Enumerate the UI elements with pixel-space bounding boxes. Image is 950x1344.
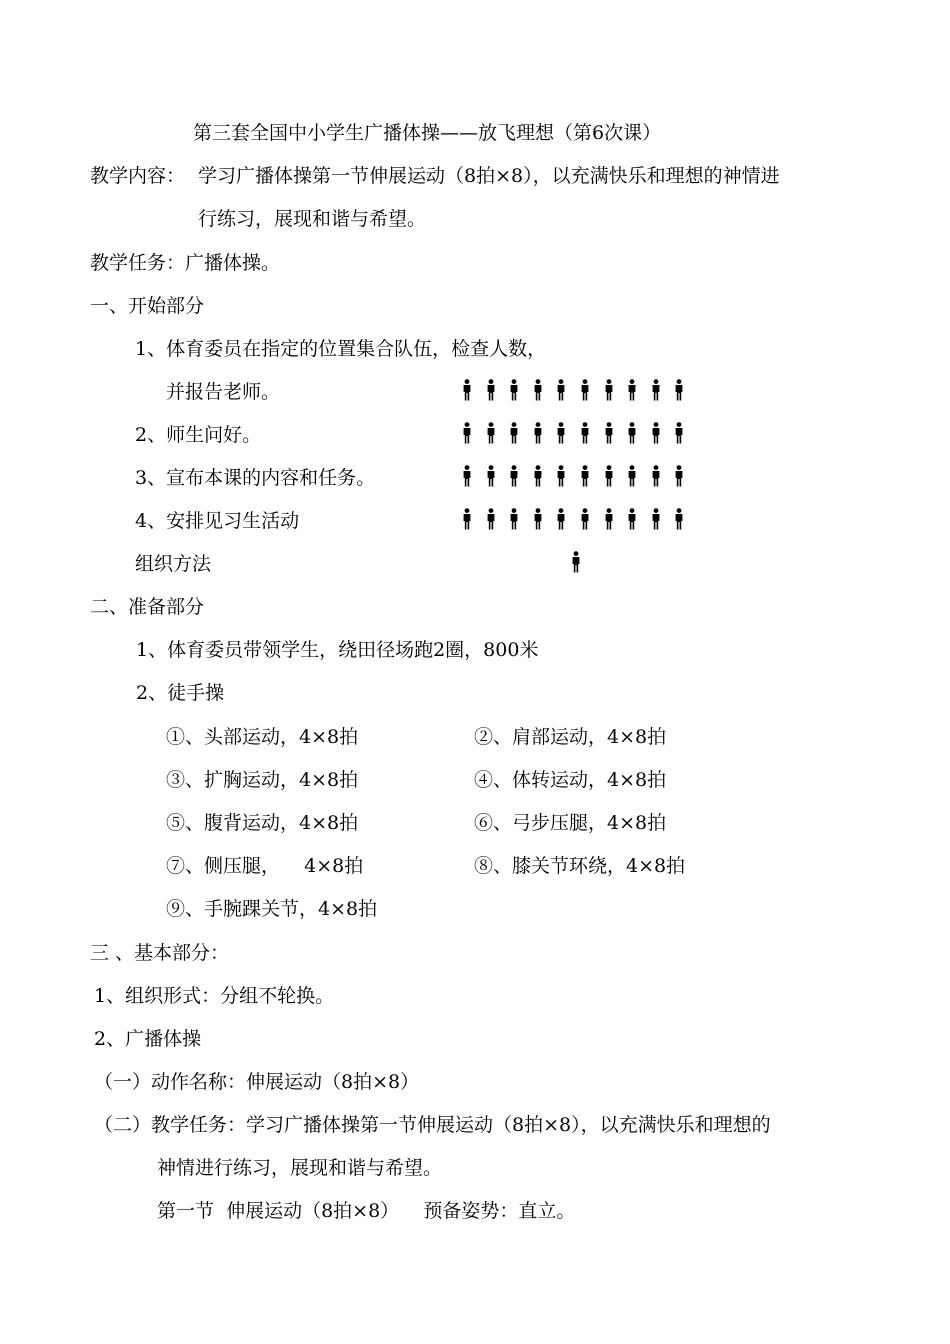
person-icon <box>486 508 496 530</box>
person-icon <box>509 379 519 401</box>
part3-heading: 三 、基本部分： <box>90 942 230 964</box>
person-icon <box>651 465 661 487</box>
person-icon <box>556 379 566 401</box>
exercise-item: ⑨、手腕踝关节，4×8拍 <box>166 898 378 920</box>
part1-item: 3、宣布本课的内容和任务。 <box>135 467 376 489</box>
page-title: 第三套全国中小学生广播体操——放飞理想（第6次课） <box>193 122 662 144</box>
person-icon <box>627 465 637 487</box>
teacher-person-icon <box>571 551 581 573</box>
person-icon <box>674 465 684 487</box>
person-icon <box>604 422 614 444</box>
person-icon <box>651 508 661 530</box>
person-icon <box>627 422 637 444</box>
part3-item: 神情进行练习，展现和谐与希望。 <box>157 1157 443 1179</box>
part3-item: 1、组织形式：分组不轮换。 <box>94 985 335 1007</box>
person-icon <box>556 465 566 487</box>
person-icon <box>580 379 590 401</box>
person-icon <box>556 508 566 530</box>
person-icon <box>533 422 543 444</box>
person-icon <box>580 465 590 487</box>
person-icon <box>604 465 614 487</box>
person-icon <box>462 465 472 487</box>
person-icon <box>627 508 637 530</box>
person-icon <box>486 465 496 487</box>
exercise-item: ②、肩部运动，4×8拍 <box>474 726 667 748</box>
teaching-content-label: 教学内容： <box>90 165 186 187</box>
exercise-item: ①、头部运动，4×8拍 <box>166 726 359 748</box>
person-icon <box>486 422 496 444</box>
part3-item: 2、广播体操 <box>94 1028 202 1050</box>
person-icon <box>533 465 543 487</box>
person-icon <box>651 379 661 401</box>
person-icon <box>580 508 590 530</box>
person-icon <box>509 508 519 530</box>
part1-item: 4、安排见习生活动 <box>135 510 300 532</box>
person-icon <box>509 465 519 487</box>
part2-item: 2、徒手操 <box>136 682 225 704</box>
person-icon <box>604 379 614 401</box>
person-icon <box>674 422 684 444</box>
exercise-item: ⑦、侧压腿， 4×8拍 <box>166 855 364 877</box>
teaching-task: 教学任务：广播体操。 <box>90 252 281 274</box>
organization-method-label: 组织方法 <box>135 553 212 575</box>
person-icon <box>486 379 496 401</box>
part2-item: 1、体育委员带领学生，绕田径场跑2圈，800米 <box>136 639 539 661</box>
part1-item: 并报告老师。 <box>166 381 281 403</box>
person-icon <box>604 508 614 530</box>
person-icon <box>580 422 590 444</box>
exercise-item: ⑤、腹背运动，4×8拍 <box>166 812 359 834</box>
person-icon <box>674 379 684 401</box>
person-icon <box>674 508 684 530</box>
person-icon <box>462 379 472 401</box>
exercise-item: ③、扩胸运动，4×8拍 <box>166 769 359 791</box>
part1-item: 1、体育委员在指定的位置集合队伍，检查人数， <box>135 338 547 360</box>
part1-item: 2、师生问好。 <box>135 424 262 446</box>
person-icon <box>651 422 661 444</box>
person-icon <box>533 508 543 530</box>
person-icon <box>556 422 566 444</box>
part3-item: （二）教学任务：学习广播体操第一节伸展运动（8拍×8），以充满快乐和理想的 <box>94 1114 771 1136</box>
person-icon <box>462 508 472 530</box>
part3-item: 第一节 伸展运动（8拍×8） 预备姿势：直立。 <box>157 1200 576 1222</box>
exercise-item: ④、体转运动，4×8拍 <box>474 769 667 791</box>
part1-heading: 一、开始部分 <box>90 295 205 317</box>
person-icon <box>462 422 472 444</box>
part2-heading: 二、准备部分 <box>90 596 205 618</box>
person-icon <box>509 422 519 444</box>
person-icon <box>627 379 637 401</box>
teaching-content-line2: 行练习，展现和谐与希望。 <box>198 208 427 230</box>
part3-item: （一）动作名称：伸展运动（8拍×8） <box>94 1071 420 1093</box>
exercise-item: ⑧、膝关节环绕，4×8拍 <box>474 855 686 877</box>
exercise-item: ⑥、弓步压腿，4×8拍 <box>474 812 667 834</box>
person-icon <box>533 379 543 401</box>
teaching-content-line1: 学习广播体操第一节伸展运动（8拍×8），以充满快乐和理想的神情进 <box>198 165 780 187</box>
